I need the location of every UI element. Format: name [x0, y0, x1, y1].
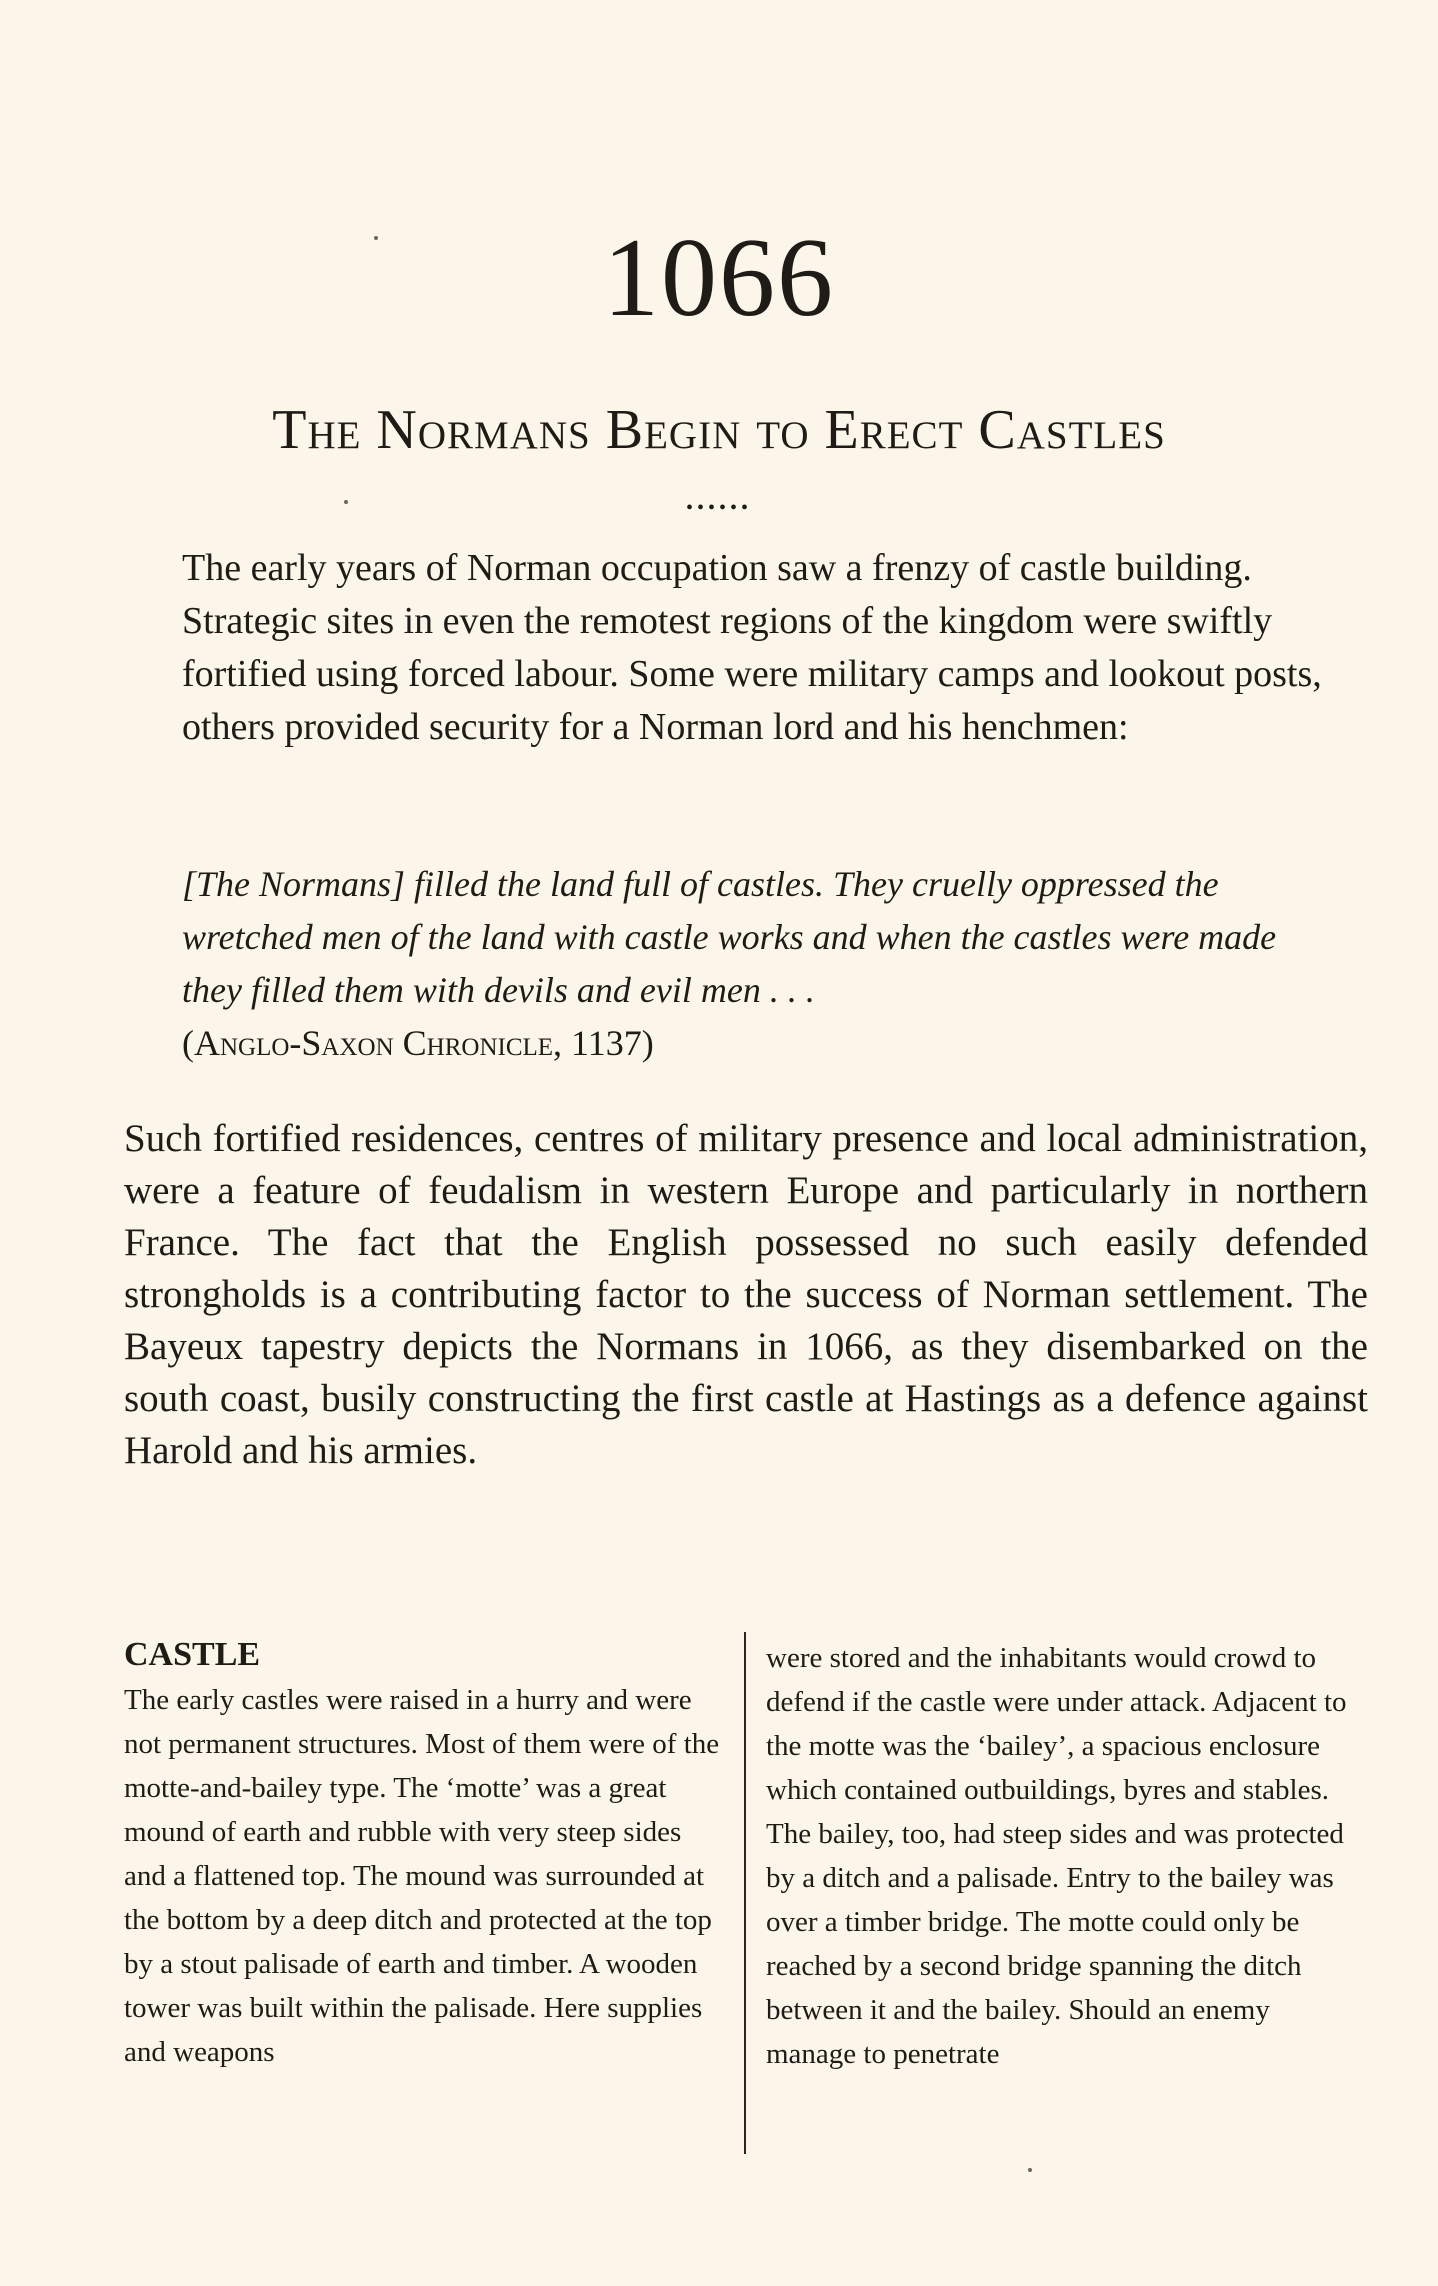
chapter-year: 1066	[603, 216, 835, 340]
intro-paragraph: The early years of Norman occupation saw a frenzy of castle building. Strategic sites in even the remotest regions of the kingdom were swiftly fortified using forced labour. Some were military camps and lookout posts, others provided security for a Norman lord and his henchmen:	[182, 547, 1322, 748]
print-speck	[374, 236, 378, 240]
column-divider	[744, 1632, 746, 2154]
print-speck	[344, 500, 348, 504]
sidebar-heading: CASTLE	[124, 1636, 261, 1673]
quote-citation: (Anglo-Saxon Chronicle, 1137)	[182, 1023, 654, 1063]
chronicle-quote: [The Normans] filled the land full of castles. They cruelly oppressed the wretched men of the land with castle works and when the castles were made they filled them with devils and evil men . . .	[182, 864, 1277, 1010]
section-ornament: ••••••	[685, 497, 752, 519]
print-speck	[1028, 2168, 1032, 2172]
body-paragraph: Such fortified residences, centres of military presence and local administration, were a feature of feudalism in western Europe and particularly in northern France. The fact that the English possessed no such easily defended strongholds is a contributing factor to the success of Norman settlement. The Bayeux tapestry depicts the Normans in 1066, as they disembarked on the south coast, busily constructing the first castle at Hastings as a defence against Harold and his armies.	[124, 1117, 1368, 1472]
sidebar-text-right: were stored and the inhabitants would crowd to defend if the castle were under attack. Adjacent to the motte was the ‘bailey’, a spacious enclosure which contained outbuildings, byres and stables. The bailey, too, had steep sides and was protected by a ditch and a palisade. Entry to the bailey was over a timber bridge. The motte could only be reached by a second bridge spanning the ditch between it and the bailey. Should an enemy manage to penetrate	[766, 1642, 1347, 2070]
sidebar-text-left: The early castles were raised in a hurry and were not permanent structures. Most of them were of the motte-and-bailey type. The ‘motte’ was a great mound of earth and rubble with very steep sides and a flattened top. The mound was surrounded at the bottom by a deep ditch and protected at the top by a stout palisade of earth and timber. A wooden tower was built within the palisade. Here supplies and weapons	[124, 1684, 720, 2068]
sidebar-column-right	[766, 1636, 1366, 2076]
chapter-title: The Normans Begin to Erect Castles	[272, 399, 1166, 461]
sidebar-column-left	[124, 1634, 724, 2074]
